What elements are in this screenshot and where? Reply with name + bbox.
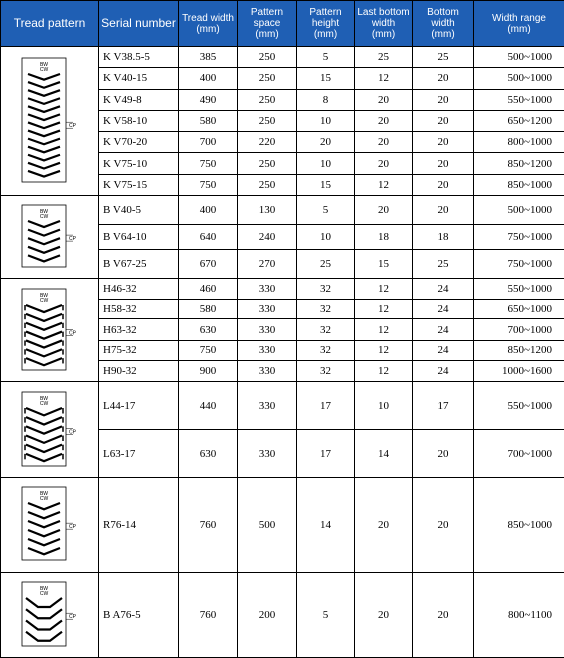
tread-pattern-cell: [1, 572, 99, 657]
pattern-space-cell: 200: [238, 572, 297, 657]
bottom-width-cell: 24: [413, 278, 474, 299]
pattern-space-cell: 250: [238, 174, 297, 195]
tread-width-cell: 580: [179, 300, 238, 319]
chevron-h-pattern-icon: [10, 283, 90, 378]
bottom-width-cell: 20: [413, 153, 474, 174]
serial-number-cell: H75-32: [99, 340, 179, 360]
bottom-width-cell: 20: [413, 572, 474, 657]
table-row: [1, 278, 564, 299]
tread-width-cell: 700: [179, 132, 238, 153]
chevron-cleat: [26, 322, 62, 329]
chevron-cleat: [28, 230, 60, 236]
tread-width-cell: 490: [179, 89, 238, 110]
bottom-width-cell: 20: [413, 430, 474, 478]
chevron-cleat: [28, 155, 60, 161]
table-body: [1, 47, 564, 658]
chevron-cleat: [26, 444, 62, 451]
chevron-cleat: [26, 358, 62, 365]
width-range-cell: 550~1000: [474, 89, 564, 110]
chevron-r-pattern-icon: [10, 481, 90, 568]
table-row: [1, 572, 564, 657]
cp-label: CP: [68, 429, 76, 436]
pattern-space-cell: 500: [238, 477, 297, 572]
bw-label: BW: [39, 208, 48, 215]
header-pattern-height: Pattern height (mm): [297, 1, 355, 47]
serial-number-cell: B V67-25: [99, 250, 179, 279]
chevron-cleat: [28, 548, 60, 554]
serial-number-cell: B V64-10: [99, 224, 179, 250]
last-bottom-width-cell: 20: [355, 195, 413, 224]
pattern-height-cell: 20: [297, 132, 355, 153]
serial-number-cell: K V49-8: [99, 89, 179, 110]
serial-number-cell: L63-17: [99, 430, 179, 478]
last-bottom-width-cell: 20: [355, 132, 413, 153]
cw-label: CW: [39, 66, 48, 73]
chevron-cleat: [28, 82, 60, 88]
tread-width-cell: 385: [179, 47, 238, 68]
cp-label: CP: [68, 524, 76, 531]
bottom-width-cell: 18: [413, 224, 474, 250]
tread-pattern-cell: [1, 278, 99, 381]
bottom-width-cell: 20: [413, 195, 474, 224]
pattern-height-cell: 25: [297, 250, 355, 279]
serial-number-cell: H90-32: [99, 360, 179, 381]
last-bottom-width-cell: 14: [355, 430, 413, 478]
bw-label: BW: [39, 491, 48, 498]
header-tread-pattern: Tread pattern: [1, 1, 99, 47]
chevron-cleat: [28, 539, 60, 545]
bw-label: BW: [39, 292, 48, 299]
table-row: [1, 195, 564, 224]
chevron-cleat: [28, 530, 60, 536]
chevron-cleat: [28, 247, 60, 253]
serial-number-cell: K V40-15: [99, 68, 179, 89]
tread-pattern-cell: [1, 47, 99, 196]
pattern-space-cell: 330: [238, 340, 297, 360]
cw-label: CW: [39, 297, 48, 304]
serial-number-cell: H58-32: [99, 300, 179, 319]
pattern-height-cell: 5: [297, 47, 355, 68]
pattern-height-cell: 5: [297, 195, 355, 224]
width-range-cell: 850~1200: [474, 153, 564, 174]
pattern-space-cell: 330: [238, 300, 297, 319]
tread-width-cell: 760: [179, 477, 238, 572]
serial-number-cell: H46-32: [99, 278, 179, 299]
bottom-width-cell: 25: [413, 47, 474, 68]
width-range-cell: 550~1000: [474, 278, 564, 299]
chevron-cleat: [26, 632, 62, 641]
last-bottom-width-cell: 12: [355, 68, 413, 89]
chevron-cleat: [28, 98, 60, 104]
chevron-cleat: [28, 106, 60, 112]
chevron-ba-pattern-icon: [10, 576, 90, 654]
width-range-cell: 700~1000: [474, 430, 564, 478]
width-range-cell: 1000~1600: [474, 360, 564, 381]
width-range-cell: 850~1200: [474, 340, 564, 360]
pattern-height-cell: 32: [297, 278, 355, 299]
pattern-height-cell: 10: [297, 110, 355, 131]
tread-width-cell: 400: [179, 195, 238, 224]
tread-width-cell: 630: [179, 319, 238, 340]
serial-number-cell: R76-14: [99, 477, 179, 572]
header-width-range: Width range (mm): [474, 1, 564, 47]
pattern-space-cell: 130: [238, 195, 297, 224]
table-row: [1, 47, 564, 68]
chevron-cleat: [26, 598, 62, 607]
pattern-space-cell: 250: [238, 153, 297, 174]
tread-width-cell: 440: [179, 382, 238, 430]
last-bottom-width-cell: 12: [355, 300, 413, 319]
width-range-cell: 500~1000: [474, 47, 564, 68]
pattern-space-cell: 250: [238, 47, 297, 68]
tread-width-cell: 640: [179, 224, 238, 250]
bottom-width-cell: 20: [413, 110, 474, 131]
pattern-space-cell: 250: [238, 68, 297, 89]
pattern-height-cell: 17: [297, 382, 355, 430]
bottom-width-cell: 20: [413, 132, 474, 153]
header-bottom-width: Bottom width (mm): [413, 1, 474, 47]
chevron-cleat: [26, 609, 62, 618]
chevron-cleat: [26, 417, 62, 424]
chevron-cleat: [28, 122, 60, 128]
tread-width-cell: 900: [179, 360, 238, 381]
header-pattern-space: Pattern space (mm): [238, 1, 297, 47]
chevron-cleat: [28, 147, 60, 153]
pattern-space-cell: 330: [238, 430, 297, 478]
chevron-cleat: [28, 503, 60, 509]
bw-label: BW: [39, 395, 48, 402]
chevron-cleat: [28, 139, 60, 145]
tread-width-cell: 750: [179, 174, 238, 195]
chevron-cleat: [28, 114, 60, 120]
header-serial-number: Serial number: [99, 1, 179, 47]
tread-pattern-cell: [1, 195, 99, 278]
serial-number-cell: K V75-10: [99, 153, 179, 174]
bw-label: BW: [39, 61, 48, 68]
pattern-space-cell: 330: [238, 360, 297, 381]
bottom-width-cell: 24: [413, 360, 474, 381]
serial-number-cell: B V40-5: [99, 195, 179, 224]
serial-number-cell: K V70-20: [99, 132, 179, 153]
chevron-cleat: [28, 521, 60, 527]
chevron-cleat: [26, 340, 62, 347]
chevron-cleat: [28, 512, 60, 518]
table-row: [1, 382, 564, 430]
tread-width-cell: 400: [179, 68, 238, 89]
last-bottom-width-cell: 20: [355, 153, 413, 174]
chevron-cleat: [26, 349, 62, 356]
cw-label: CW: [39, 213, 48, 220]
chevron-cleat: [26, 453, 62, 460]
bw-label: BW: [39, 585, 48, 592]
tread-width-cell: 760: [179, 572, 238, 657]
header-row: [1, 1, 564, 47]
chevron-cleat: [28, 131, 60, 137]
pattern-height-cell: 17: [297, 430, 355, 478]
pattern-height-cell: 32: [297, 360, 355, 381]
last-bottom-width-cell: 18: [355, 224, 413, 250]
pattern-height-cell: 15: [297, 174, 355, 195]
tread-pattern-cell: [1, 477, 99, 572]
pattern-height-cell: 5: [297, 572, 355, 657]
pattern-space-cell: 250: [238, 110, 297, 131]
width-range-cell: 800~1000: [474, 132, 564, 153]
tread-pattern-cell: [1, 382, 99, 478]
chevron-cleat: [28, 74, 60, 80]
last-bottom-width-cell: 20: [355, 89, 413, 110]
last-bottom-width-cell: 20: [355, 110, 413, 131]
chevron-cleat: [26, 426, 62, 433]
cp-label: CP: [68, 614, 76, 621]
chevron-v-pattern-icon: [10, 52, 90, 190]
tread-width-cell: 750: [179, 340, 238, 360]
last-bottom-width-cell: 12: [355, 319, 413, 340]
bottom-width-cell: 25: [413, 250, 474, 279]
tread-width-cell: 670: [179, 250, 238, 279]
serial-number-cell: B A76-5: [99, 572, 179, 657]
pattern-height-cell: 14: [297, 477, 355, 572]
pattern-space-cell: 240: [238, 224, 297, 250]
cw-label: CW: [39, 590, 48, 597]
chevron-cleat: [26, 620, 62, 629]
last-bottom-width-cell: 20: [355, 477, 413, 572]
chevron-cleat: [28, 221, 60, 227]
last-bottom-width-cell: 20: [355, 572, 413, 657]
last-bottom-width-cell: 15: [355, 250, 413, 279]
pattern-space-cell: 330: [238, 319, 297, 340]
pattern-height-cell: 10: [297, 153, 355, 174]
cp-label: CP: [68, 123, 76, 130]
pattern-space-cell: 220: [238, 132, 297, 153]
width-range-cell: 750~1000: [474, 224, 564, 250]
serial-number-cell: K V75-15: [99, 174, 179, 195]
bottom-width-cell: 24: [413, 319, 474, 340]
width-range-cell: 800~1100: [474, 572, 564, 657]
cp-label: CP: [68, 330, 76, 337]
cw-label: CW: [39, 400, 48, 407]
width-range-cell: 700~1000: [474, 319, 564, 340]
bottom-width-cell: 17: [413, 382, 474, 430]
chevron-l-pattern-icon: [10, 386, 90, 474]
chevron-cleat: [26, 305, 62, 312]
width-range-cell: 750~1000: [474, 250, 564, 279]
chevron-cleat: [28, 171, 60, 177]
chevron-cleat: [28, 238, 60, 244]
bottom-width-cell: 24: [413, 300, 474, 319]
pattern-height-cell: 32: [297, 300, 355, 319]
pattern-space-cell: 330: [238, 382, 297, 430]
chevron-cleat: [28, 255, 60, 261]
pattern-height-cell: 32: [297, 340, 355, 360]
cw-label: CW: [39, 496, 48, 503]
serial-number-cell: K V58-10: [99, 110, 179, 131]
width-range-cell: 850~1000: [474, 477, 564, 572]
pattern-height-cell: 32: [297, 319, 355, 340]
pattern-height-cell: 10: [297, 224, 355, 250]
last-bottom-width-cell: 12: [355, 278, 413, 299]
width-range-cell: 500~1000: [474, 68, 564, 89]
chevron-cleat: [26, 313, 62, 320]
tread-width-cell: 580: [179, 110, 238, 131]
cp-label: CP: [68, 236, 76, 243]
bottom-width-cell: 24: [413, 340, 474, 360]
bottom-width-cell: 20: [413, 89, 474, 110]
bottom-width-cell: 20: [413, 68, 474, 89]
tread-width-cell: 630: [179, 430, 238, 478]
serial-number-cell: K V38.5-5: [99, 47, 179, 68]
chevron-v-pattern-icon: [10, 199, 90, 275]
pattern-space-cell: 330: [238, 278, 297, 299]
chevron-cleat: [28, 163, 60, 169]
bottom-width-cell: 20: [413, 174, 474, 195]
last-bottom-width-cell: 12: [355, 340, 413, 360]
last-bottom-width-cell: 12: [355, 360, 413, 381]
chevron-cleat: [26, 331, 62, 338]
last-bottom-width-cell: 25: [355, 47, 413, 68]
pattern-space-cell: 270: [238, 250, 297, 279]
chevron-cleat: [28, 90, 60, 96]
width-range-cell: 650~1000: [474, 300, 564, 319]
last-bottom-width-cell: 10: [355, 382, 413, 430]
width-range-cell: 850~1000: [474, 174, 564, 195]
width-range-cell: 500~1000: [474, 195, 564, 224]
last-bottom-width-cell: 12: [355, 174, 413, 195]
serial-number-cell: L44-17: [99, 382, 179, 430]
header-tread-width: Tread width (mm): [179, 1, 238, 47]
bottom-width-cell: 20: [413, 477, 474, 572]
table-row: [1, 477, 564, 572]
chevron-cleat: [26, 408, 62, 415]
chevron-cleat: [26, 435, 62, 442]
width-range-cell: 550~1000: [474, 382, 564, 430]
tread-width-cell: 750: [179, 153, 238, 174]
pattern-space-cell: 250: [238, 89, 297, 110]
width-range-cell: 650~1200: [474, 110, 564, 131]
header-last-bottom-width: Last bottom width (mm): [355, 1, 413, 47]
pattern-height-cell: 15: [297, 68, 355, 89]
pattern-height-cell: 8: [297, 89, 355, 110]
serial-number-cell: H63-32: [99, 319, 179, 340]
tread-width-cell: 460: [179, 278, 238, 299]
